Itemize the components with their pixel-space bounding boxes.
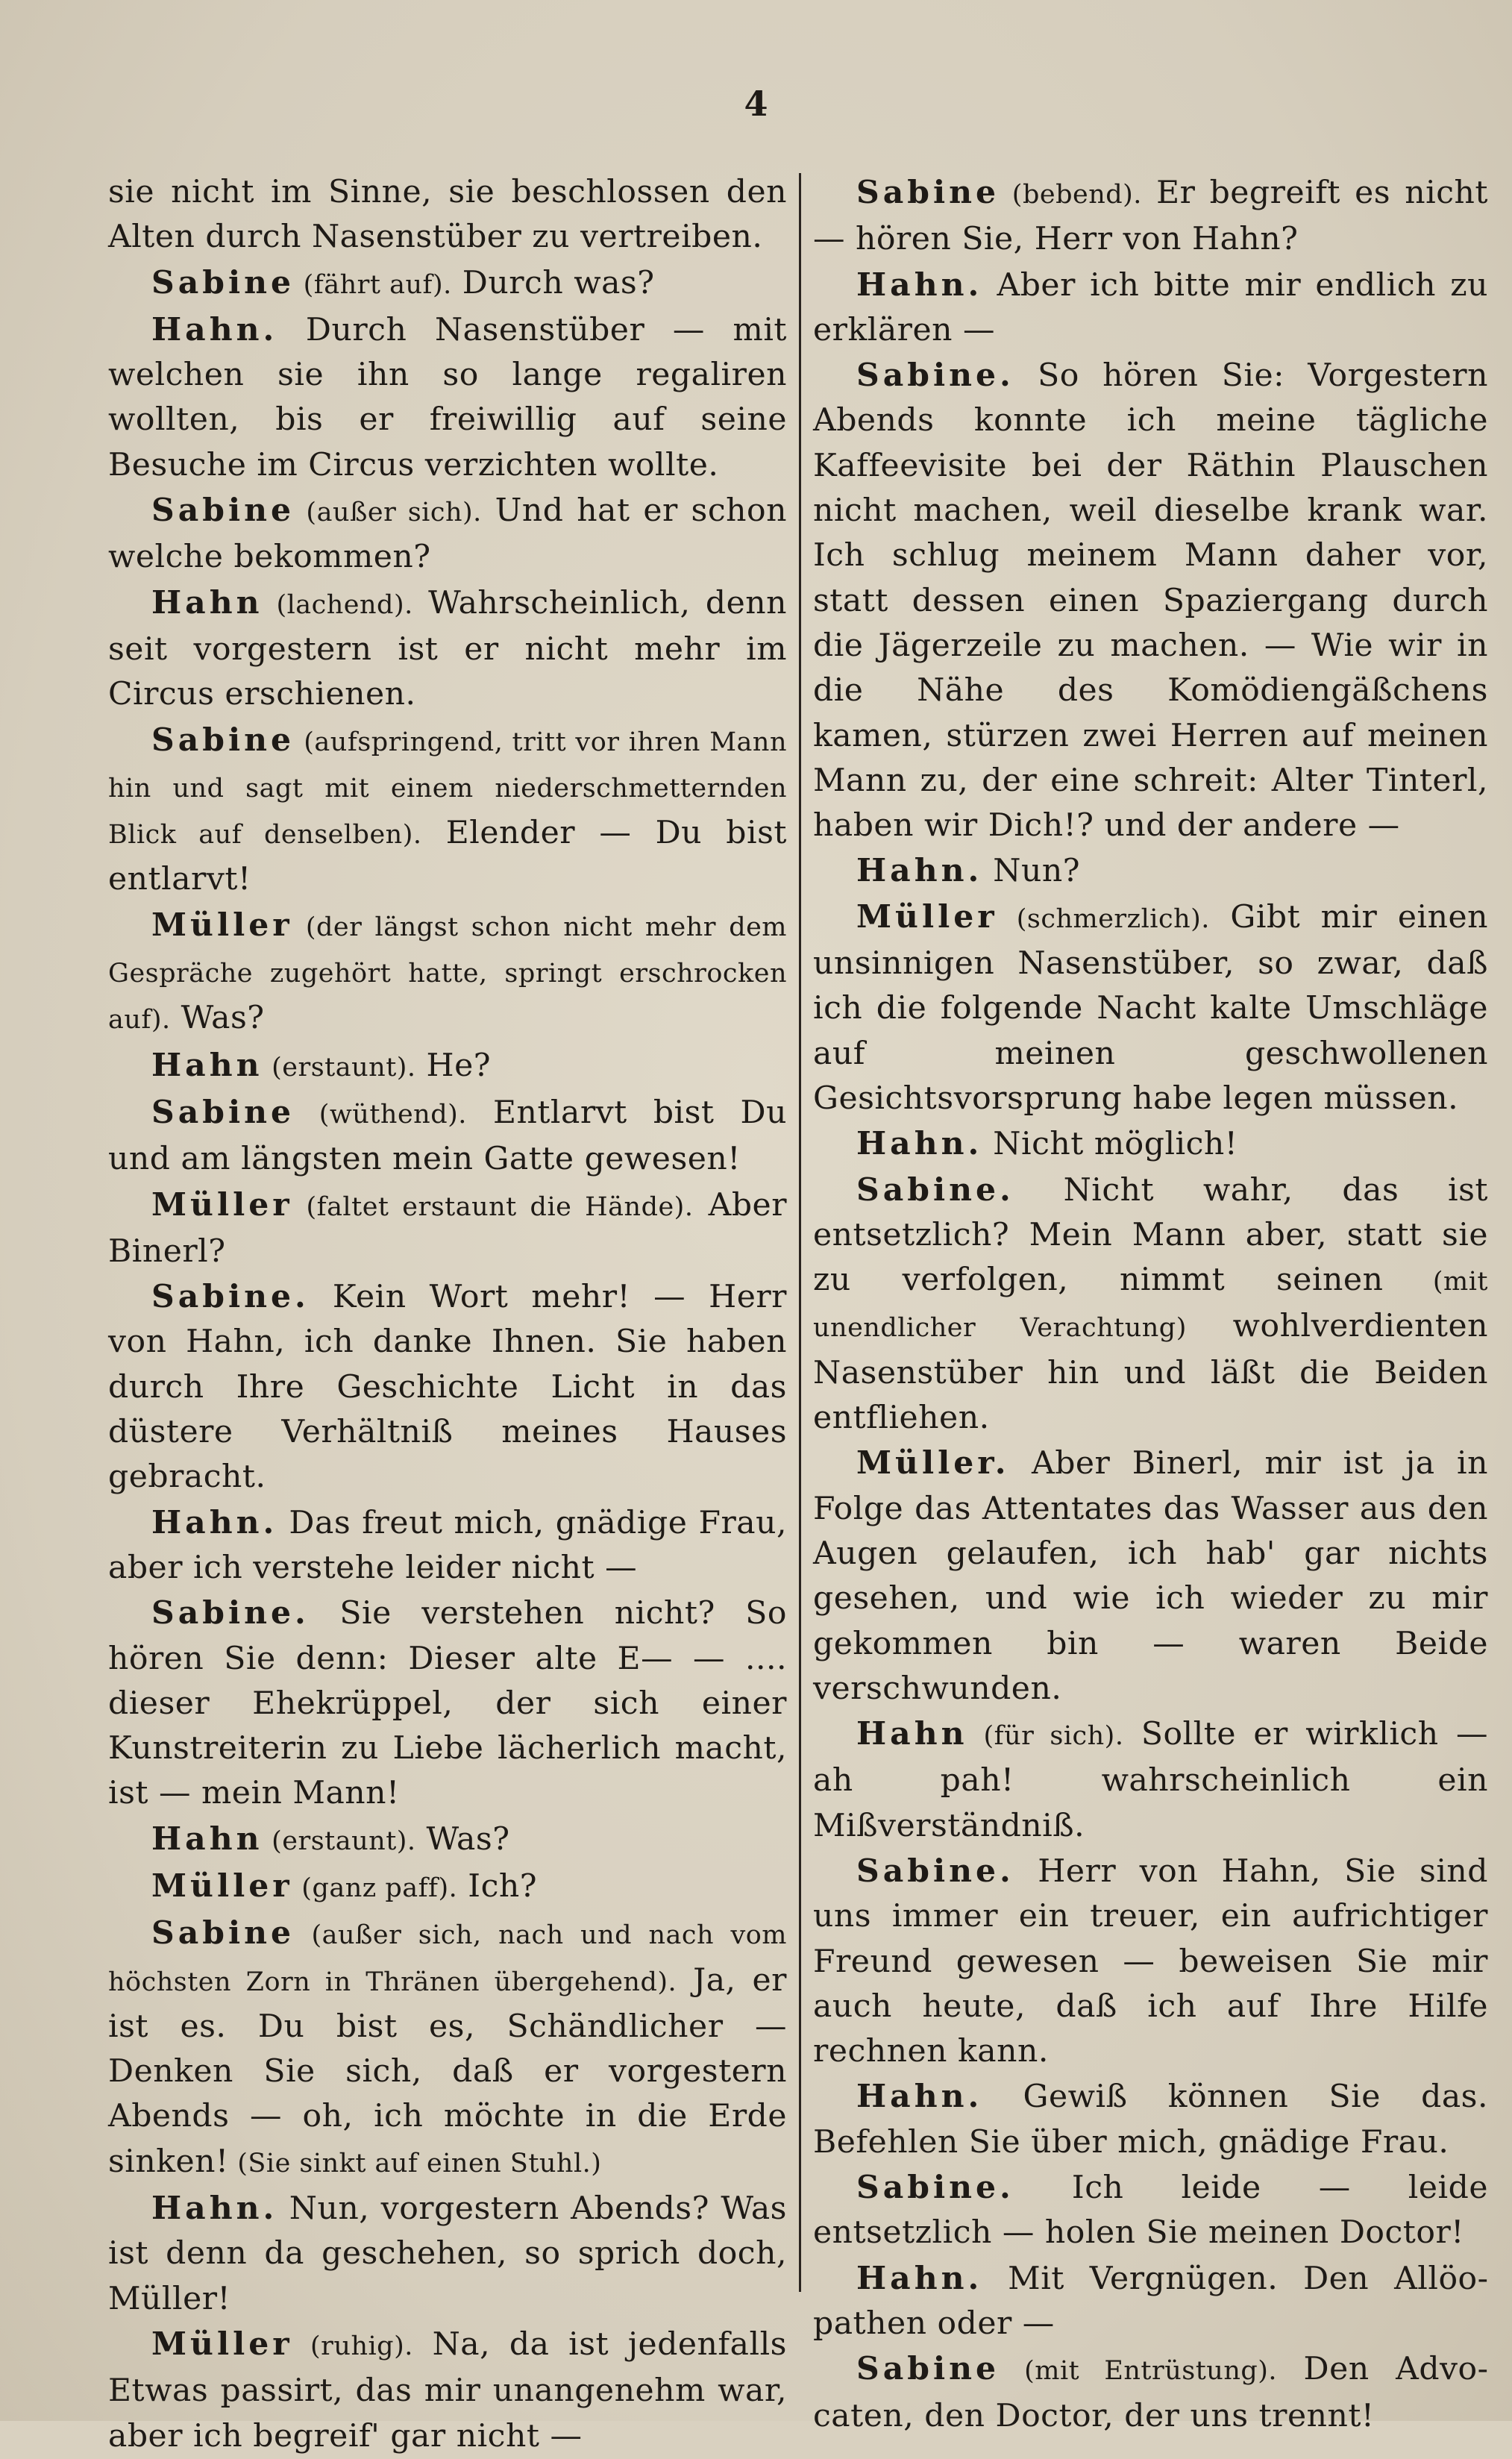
speaker-name: Sabine [151, 1914, 295, 1952]
speaker-name: Müller [151, 1185, 293, 1224]
dialogue-paragraph [108, 170, 787, 260]
speaker-name: Hahn [151, 1046, 263, 1084]
left-column [108, 170, 787, 2459]
speaker-name: Hahn [856, 1715, 968, 1753]
paragraph-text: Sie verstehen nicht? So hören Sie denn: Dieser alte E— — .... dieser Ehekrüppel, der sich einer Kunstreiterin zu Liebe lächerlich macht, ist — mein Mann! [108, 1595, 787, 1812]
paragraph-text: He? [415, 1047, 492, 1084]
speaker-name: Hahn. [856, 852, 983, 890]
paragraph-text: Wahrscheinlich, denn seit vorgestern ist er nicht mehr im Circus erschienen. [108, 584, 787, 713]
speaker-name: Müller. [856, 1444, 1010, 1482]
dialogue-paragraph [108, 2186, 787, 2322]
paragraph-text: sie nicht im Sinne, sie beschlossen den Alten durch Nasenstüber zu vertreiben. [108, 174, 787, 256]
stage-direction: (bebend). [1000, 180, 1142, 210]
stage-direction: (ganz paff). [292, 1873, 458, 1903]
speaker-name: Hahn. [856, 266, 983, 304]
dialogue-paragraph [108, 1090, 787, 1182]
dialogue-paragraph [108, 718, 787, 903]
speaker-name: Hahn. [856, 1125, 983, 1163]
dialogue-paragraph [108, 1182, 787, 1275]
paragraph-text: Aber Binerl, mir ist ja in Folge das Attentates das Wasser aus den Augen gelaufen, ich hab' gar nichts gesehen, und wie ich wieder zu mir gekommen bin — waren Beide verschwunden. [813, 1445, 1488, 1707]
stage-direction: (ruhig). [292, 2331, 413, 2361]
dialogue-paragraph [108, 903, 787, 1043]
dialogue-paragraph [813, 1121, 1488, 1167]
speaker-name: Sabine. [151, 1594, 310, 1632]
stage-direction: (faltet erstaunt die Hände). [292, 1191, 694, 1222]
paragraph-text: So hören Sie: Vorgestern Abends konnte ich meine tägliche Kaffeevisite bei der Räthin Plauschen nicht machen, weil dieselbe krank war. Ich schlug meinem Mann daher vor, statt dessen einen Spaziergang durch die Jägerzeile zu machen. — Wie wir in die Nähe des Komödiengäßchens kamen, stürzen zwei Herren auf meinen Mann zu, der eine schreit: Alter Tinterl, haben wir Dich!? und der andere — [813, 357, 1488, 845]
dialogue-paragraph [813, 263, 1488, 354]
speaker-name: Sabine. [856, 2169, 1014, 2207]
dialogue-paragraph [813, 2165, 1488, 2256]
speaker-name: Sabine. [856, 357, 1014, 395]
right-column [813, 170, 1488, 2439]
speaker-name: Sabine [856, 174, 1000, 211]
dialogue-paragraph [813, 353, 1488, 848]
speaker-name: Hahn. [856, 2078, 983, 2116]
speaker-name: Hahn. [151, 1503, 278, 1541]
dialogue-paragraph [813, 895, 1488, 1121]
speaker-name: Müller [856, 898, 998, 936]
stage-direction: (außer sich, nach und nach vom höchsten Zorn in Thränen übergehend). [108, 1920, 787, 1997]
speaker-name: Müller [151, 2325, 293, 2363]
dialogue-paragraph [108, 488, 787, 580]
stage-direction: (Sie sinkt auf einen Stuhl.) [228, 2148, 602, 2178]
paragraph-text: Entlarvt bist Du und am längsten mein Gatte gewesen! [108, 1094, 787, 1178]
paragraph-text: Was? [170, 1000, 265, 1037]
paragraph-text: Mit Vergnügen. Den Allöopathen oder — [813, 2260, 1488, 2342]
paragraph-text: Er begreift es nicht — hören Sie, Herr von Hahn? [813, 175, 1488, 258]
speaker-name: Sabine [151, 1093, 295, 1131]
paragraph-text: Herr von Hahn, Sie sind uns immer ein treuer, ein aufrichtiger Freund gewesen — beweisen Sie mir auch heute, daß ich auf Ihre Hilfe rechnen kann. [813, 1852, 1488, 2070]
speaker-name: Sabine [151, 721, 295, 759]
paragraph-text: Nicht möglich! [982, 1126, 1238, 1163]
stage-direction: (außer sich). [295, 498, 482, 528]
paragraph-text: Ich? [457, 1867, 538, 1905]
speaker-name: Müller [151, 906, 293, 944]
paragraph-text: Kein Wort mehr! — Herr von Hahn, ich danke Ihnen. Sie haben durch Ihre Geschichte Licht in das düstere Verhältniß meines Hauses gebracht. [108, 1279, 787, 1496]
stage-direction: (fährt auf). [295, 269, 452, 300]
dialogue-paragraph [108, 1817, 787, 1864]
column-rule [799, 173, 801, 2292]
dialogue-paragraph [108, 1043, 787, 1090]
stage-direction: (wüthend). [295, 1099, 467, 1130]
dialogue-paragraph [813, 1441, 1488, 1711]
speaker-name: Hahn. [856, 2259, 983, 2297]
paragraph-text: Durch Nasenstüber — mit welchen sie ihn so lange regaliren wollten, bis er freiwillig auf seine Besuche im Circus verzichten wollte. [108, 311, 787, 483]
paragraph-text: Durch was? [451, 264, 655, 301]
stage-direction: (für sich). [967, 1721, 1124, 1752]
dialogue-paragraph [813, 170, 1488, 263]
page-number: 4 [744, 84, 768, 124]
dialogue-paragraph [813, 1849, 1488, 2074]
paragraph-text: Aber ich bitte mir endlich zu erklären — [813, 266, 1488, 348]
speaker-name: Hahn [151, 1820, 263, 1858]
dialogue-paragraph [108, 1591, 787, 1816]
speaker-name: Hahn. [151, 310, 278, 348]
paragraph-text: Was? [415, 1820, 510, 1858]
paragraph-text: Ja, er ist es. Du bist es, Schändlicher — Denken Sie sich, daß er vorgestern Abends — oh, ich möchte in die Erde sinken! [108, 1961, 787, 2180]
speaker-name: Sabine. [856, 1171, 1014, 1209]
stage-direction: (erstaunt). [263, 1052, 416, 1083]
dialogue-paragraph [108, 307, 787, 488]
dialogue-paragraph [813, 848, 1488, 894]
stage-direction: (schmerzlich). [997, 903, 1210, 934]
dialogue-paragraph [813, 1711, 1488, 1849]
dialogue-paragraph [108, 1911, 787, 2186]
paragraph-text: Gibt mir einen unsinnigen Nasenstüber, so zwar, daß ich die folgende Nacht kalte Umschläge auf meinen geschwollenen Gesichtsvorsprung habe legen müssen. [813, 898, 1488, 1117]
stage-direction: (aufspringend, tritt vor ihren Mann hin und sagt mit einem niederschmetternden Blick auf denselben). [108, 727, 787, 851]
paragraph-text: Aber Binerl? [108, 1186, 788, 1270]
stage-direction: (erstaunt). [263, 1826, 416, 1856]
dialogue-paragraph [108, 2322, 787, 2459]
dialogue-paragraph [108, 1864, 787, 1911]
dialogue-paragraph [813, 2256, 1488, 2347]
dialogue-paragraph [813, 2074, 1488, 2165]
speaker-name: Sabine [151, 263, 295, 301]
dialogue-paragraph [813, 1168, 1488, 1441]
speaker-name: Sabine. [856, 1852, 1014, 1890]
paragraph-text: Den Advocaten, den Doctor, der uns trennt! [813, 2351, 1488, 2434]
speaker-name: Sabine [856, 2350, 1000, 2388]
paragraph-text: wohlverdienten Nasenstüber hin und läßt die Beiden entfliehen. [813, 1308, 1488, 1437]
speaker-name: Hahn [151, 583, 263, 621]
paragraph-text: Nun? [982, 853, 1081, 890]
paragraph-text: Gewiß können Sie das. Befehlen Sie über mich, gnädige Frau. [813, 2079, 1488, 2161]
dialogue-paragraph [108, 1500, 787, 1591]
paragraph-text: Elender — Du bist entlarvt! [108, 815, 787, 898]
paragraph-text: Ich leide — leide entsetzlich — holen Sie meinen Doctor! [813, 2170, 1488, 2252]
speaker-name: Müller [151, 1867, 293, 1905]
stage-direction: (mit unendlicher Verachtung) [813, 1267, 1488, 1344]
paragraph-text: Na, da ist jedenfalls Etwas passirt, das mir unangenehm war, aber ich begreif' gar nicht — [108, 2325, 787, 2455]
speaker-name: Hahn. [151, 2190, 278, 2228]
stage-direction: (mit Entrüstung). [1000, 2356, 1278, 2387]
dialogue-paragraph [813, 2346, 1488, 2439]
dialogue-paragraph [108, 260, 787, 307]
dialogue-paragraph [108, 1274, 787, 1500]
paragraph-text: Nun, vorgestern Abends? Was ist denn da geschehen, so sprich doch, Müller! [108, 2190, 787, 2317]
paragraph-text: Nicht wahr, das ist entsetzlich? Mein Mann aber, statt sie zu verfolgen, nimmt seinen [813, 1171, 1488, 1299]
paragraph-text: Sollte er wirklich — ah pah! wahrscheinlich ein Mißverständniß. [813, 1716, 1488, 1844]
dialogue-paragraph [108, 580, 787, 718]
paragraph-text: Das freut mich, gnädige Frau, aber ich verstehe leider nicht — [108, 1504, 787, 1586]
paragraph-text: Und hat er schon welche bekommen? [108, 492, 788, 576]
stage-direction: (der längst schon nicht mehr dem Gespräche zugehört hatte, springt erschrocken auf). [108, 912, 787, 1036]
stage-direction: (lachend). [263, 589, 413, 620]
speaker-name: Sabine [151, 492, 295, 530]
speaker-name: Sabine. [151, 1278, 310, 1316]
